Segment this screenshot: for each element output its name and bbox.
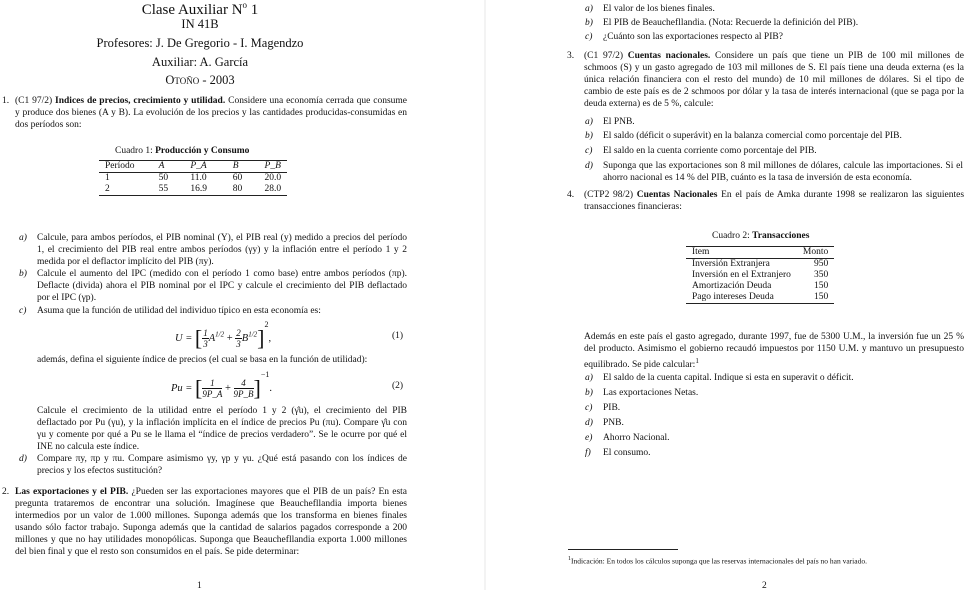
table2-cell: 150 [797,292,834,304]
q2-body: ¿Pueden ser las exportaciones mayores que el PIB de un país? En esta pregunta trataremos de encontrar una solución. Imagínese que Beauchefllandia importa bienes intermedios por un valor de 1.000 millones. Suponga además que los transforma en bienes finales usando sólo factor trabajo. Suponga además que la cantidad de salarios pagados corresponde a 200 millones y que no hay utilidades monopólicas. Suponga que Beauchefllandia exporta 1.000 millones del bien final y que el resto son consumidos en el país. Se pide determinar: [15,487,407,557]
q4-item-a: El saldo de la cuenta capital. Indique si esta en superavit o déficit. [603,373,854,383]
table2-cell: Amortización Deuda [692,281,772,291]
title-text: Clase Auxiliar N [141,2,243,18]
eq1-number: (1) [392,331,404,341]
q4-item-b-label: b) [585,388,593,398]
eq1-num1: 1 [203,328,208,339]
q4-item-c-label: c) [585,403,593,413]
table-row [99,173,287,185]
page-number-2: 2 [762,581,767,590]
table-row [99,184,287,196]
eq2-num2: 4 [234,378,254,389]
q1-item-c-label: c) [19,306,27,316]
q2-heading: Las exportaciones y el PIB. [15,487,129,497]
q4-item-f: El consumo. [603,448,651,458]
table1-caption-prefix: Cuadro 1: [115,146,153,156]
q4-item-c: PIB. [603,403,621,413]
table1-header-pb: P_B [264,161,281,171]
table1-header-row [99,161,287,173]
q3-item-c: El saldo en la cuenta corriente como porcentaje del PIB. [603,146,817,156]
table2-header-amount: Monto [797,247,834,259]
q1-text [15,95,407,131]
page-1 [0,0,484,590]
q3-code: (C1 97/2) [584,51,624,61]
title-number: 1 [250,2,259,18]
course-code: IN 41B [181,17,219,31]
q3-item-b-label: b) [585,131,593,141]
page-number-1: 1 [197,581,202,590]
doc-title [0,0,400,18]
eq1-outer-exp: 2 [264,320,269,329]
table1-header-b: B [232,161,239,171]
q3-text [584,50,964,110]
table-row [686,259,834,271]
footnote-rule [568,549,678,550]
table1-cell: 11.0 [184,173,226,185]
q3-item-d: Suponga que las exportaciones son 8 mil millones de dólares, calcule las importaciones. Si el ahorro nacional es 14 % del PIB, cuánto es la tasa de inversión de esta economía. [603,161,963,183]
q1-item-b-label: b) [19,269,27,279]
title-sup: o [242,0,248,10]
eq1-num2: 2 [236,328,241,339]
q1-item-d: Compare πy, πp y πu. Compare asimismo γy, γp y γu. ¿Qué está pasando con los índices de precios y los efectos sustitución? [37,454,407,476]
table1 [99,160,287,196]
eq1-exp1: 1/2 [215,330,225,339]
table2-caption-title: Transacciones [752,231,810,241]
q4-text [584,189,964,213]
eq2-den2: 9P_B [233,389,254,400]
q3-item-d-label: d) [585,161,593,171]
eq1-plus: + [226,333,233,344]
footnote-text: Indicación: En todos los cálculos suponga que las reservas internacionales del país no han variado. [571,556,867,566]
table2-caption-prefix: Cuadro 2: [712,231,750,241]
q4-item-b: Las exportaciones Netas. [603,388,699,398]
q4-statement [584,331,964,371]
q1-item-d-label: d) [19,454,27,464]
q3-item-c-label: c) [585,146,593,156]
q2-item-b-label: b) [585,18,593,28]
table1-cell: 16.9 [184,184,226,196]
eq1-den1: 3 [203,339,208,350]
q3-body: Considere un país que tiene un PIB de 100 mil millones de schmoos (S) y un gasto agregado de 103 mil millones de S. El país tiene una deuda externa (es la única relación financiera con el resto del mundo) de 10 mil millones de dólares. Si el tipo de cambio de este país es de 2 schmoos por dólar y la tasa de interés internacional (que se paga por la deuda externa) es de 5 %, calcule: [584,51,965,109]
table2 [686,246,834,304]
eq2-lhs: Pu = [171,383,193,394]
q4-item-a-label: a) [585,373,593,383]
table2-cell: Pago intereses Deuda [686,292,797,304]
q2-item-a-label: a) [585,4,593,14]
q4-item-f-label: f) [585,448,591,458]
table-row [686,270,834,281]
table1-header-period: Período [99,161,153,173]
q1-number: 1. [2,96,10,106]
q4-body: En el país de Amka durante 1998 se realizaron las siguientes transacciones financieras: [584,190,965,212]
eq2-number: (2) [392,381,404,391]
q1-item-c-cont: además, defina el siguiente índice de precios (el cual se basa en la función de utilidad): [37,355,368,365]
table1-cell: 80 [227,184,259,196]
table1-cell: 28.0 [259,184,288,196]
eq2-bracket-open: [ [195,375,203,401]
eq1-bracket-open: [ [194,325,203,351]
q1-item-b: Calcule el aumento del IPC (medido con el período 1 como base) entre ambos períodos (πp). Deflacte (divida) ahora el PIB nominal por el IPC y calcule el crecimiento del PIB deflactado por el IPC (γp). [37,269,407,303]
q3-item-a-label: a) [585,117,593,127]
q4-footnote-mark: 1 [695,357,699,365]
q2-number: 2. [2,487,10,497]
q1-body: Considere una economía cerrada que consume y produce dos bienes (A y B). La evolución de los precios y las cantidades producidas-consumidas en dos períodos son: [15,96,408,130]
table1-header-a: A [158,161,165,171]
q1-code: (C1 97/2) [15,96,53,106]
table-row [686,292,834,304]
table1-cell: 50 [153,173,185,185]
q4-item-e-label: e) [585,433,593,443]
q4-item-d-label: d) [585,418,593,428]
table1-caption-title: Producción y Consumo [155,146,250,156]
footnote-mark: 1 [568,556,571,562]
table1-cell: 20.0 [259,173,288,185]
q2-item-c-label: c) [585,32,593,42]
table1-header-pa: P_A [190,161,207,171]
eq1-den2: 3 [236,339,241,350]
eq2-bracket-close: ] [253,375,261,401]
auxiliar: Auxiliar: A. García [151,55,249,69]
professors: Profesores: J. De Gregorio - I. Magendzo [96,36,304,50]
table1-caption [115,145,249,157]
table2-header-item: Item [686,247,797,259]
eq1-exp2: 1/2 [248,330,258,339]
eq1-lhs: U = [175,333,193,344]
q4-heading: Cuentas Nacionales [636,190,718,200]
table1-cell: 55 [153,184,185,196]
q2-item-a: El valor de los bienes finales. [603,4,715,14]
page-2 [486,0,971,590]
equation-1 [175,320,271,352]
eq2-plus: + [224,383,231,394]
table2-header-row [686,247,834,259]
equation-2 [171,370,272,402]
table2-cell: 150 [814,281,829,291]
table1-cell: 2 [99,184,153,196]
eq2-outer-exp: −1 [260,370,270,379]
q4-item-d: PNB. [603,418,624,428]
table-row [686,281,834,292]
table2-cell: 950 [797,259,834,271]
q4-statement-text: Además en este país el gasto agregado, durante 1997, fue de 5300 U.M., la inversión fue un 25 % del producto. Asimismo el gobierno recaudó impuestos por 1150 U.M. y mantuvo un presupuesto equilibrado. Se pide calcular: [584,332,964,371]
table2-cell: Inversión Extranjera [686,259,797,271]
q1-item-c-end: Calcule el crecimiento de la utilidad entre el período 1 y 2 (γ̂u), el crecimiento del PIB deflactado por Pu (γu), y la inflación implícita en el índice de precios Pu (πu). Compare γ̂u con γu y comente por qué a Pu se le llama el “índice de precios verdadero”. Se le ocurre por qué el INE no calcula este índice. [37,406,407,452]
term: Otoño - 2003 [165,73,235,87]
q2-text [15,486,407,558]
q4-code: (CTP2 98/2) [584,190,634,200]
q1-item-a-label: a) [19,233,27,243]
q4-number: 4. [567,190,575,200]
q1-item-c: Asuma que la función de utilidad del individuo típico en esta economía es: [37,306,321,316]
table2-caption [712,230,809,242]
table2-cell: 350 [814,270,829,280]
table2-cell: Inversión en el Extranjero [692,270,791,280]
q2-item-b: El PIB de Beauchefllandia. (Nota: Recuerde la definición del PIB). [603,18,859,28]
eq2-den1: 9P_A [202,389,223,400]
eq2-frac-2 [234,378,254,399]
q3-heading: Cuentas nacionales. [627,51,711,61]
q1-item-a: Calcule, para ambos períodos, el PIB nominal (Y), el PIB real (y) medido a precios del período 1, el crecimiento del PIB real entre ambos períodos (γy) y la inflación entre el período 1 y 2 medida por el deflactor implícito del PIB (πy). [37,233,407,267]
q4-item-e: Ahorro Nacional. [603,433,670,443]
q1-heading: Indices de precios, crecimiento y utilidad. [55,96,226,106]
eq1-var1: A [208,333,216,344]
table1-cell: 60 [227,173,259,185]
q3-item-b: El saldo (déficit o superávit) en la balanza comercial como porcentaje del PIB. [603,131,902,141]
eq1-bracket-close: ] [257,325,265,351]
eq1-tail: , [268,333,272,344]
footnote [568,554,867,567]
q3-item-a: El PNB. [603,117,635,127]
table1-cell: 1 [99,173,153,185]
eq1-var2: B [241,333,249,344]
eq2-num1: 1 [202,378,222,389]
q2-item-c: ¿Cuánto son las exportaciones respecto al PIB? [603,32,783,42]
eq2-frac-1 [202,378,222,399]
eq2-tail: . [269,383,272,394]
q3-number: 3. [567,51,575,61]
